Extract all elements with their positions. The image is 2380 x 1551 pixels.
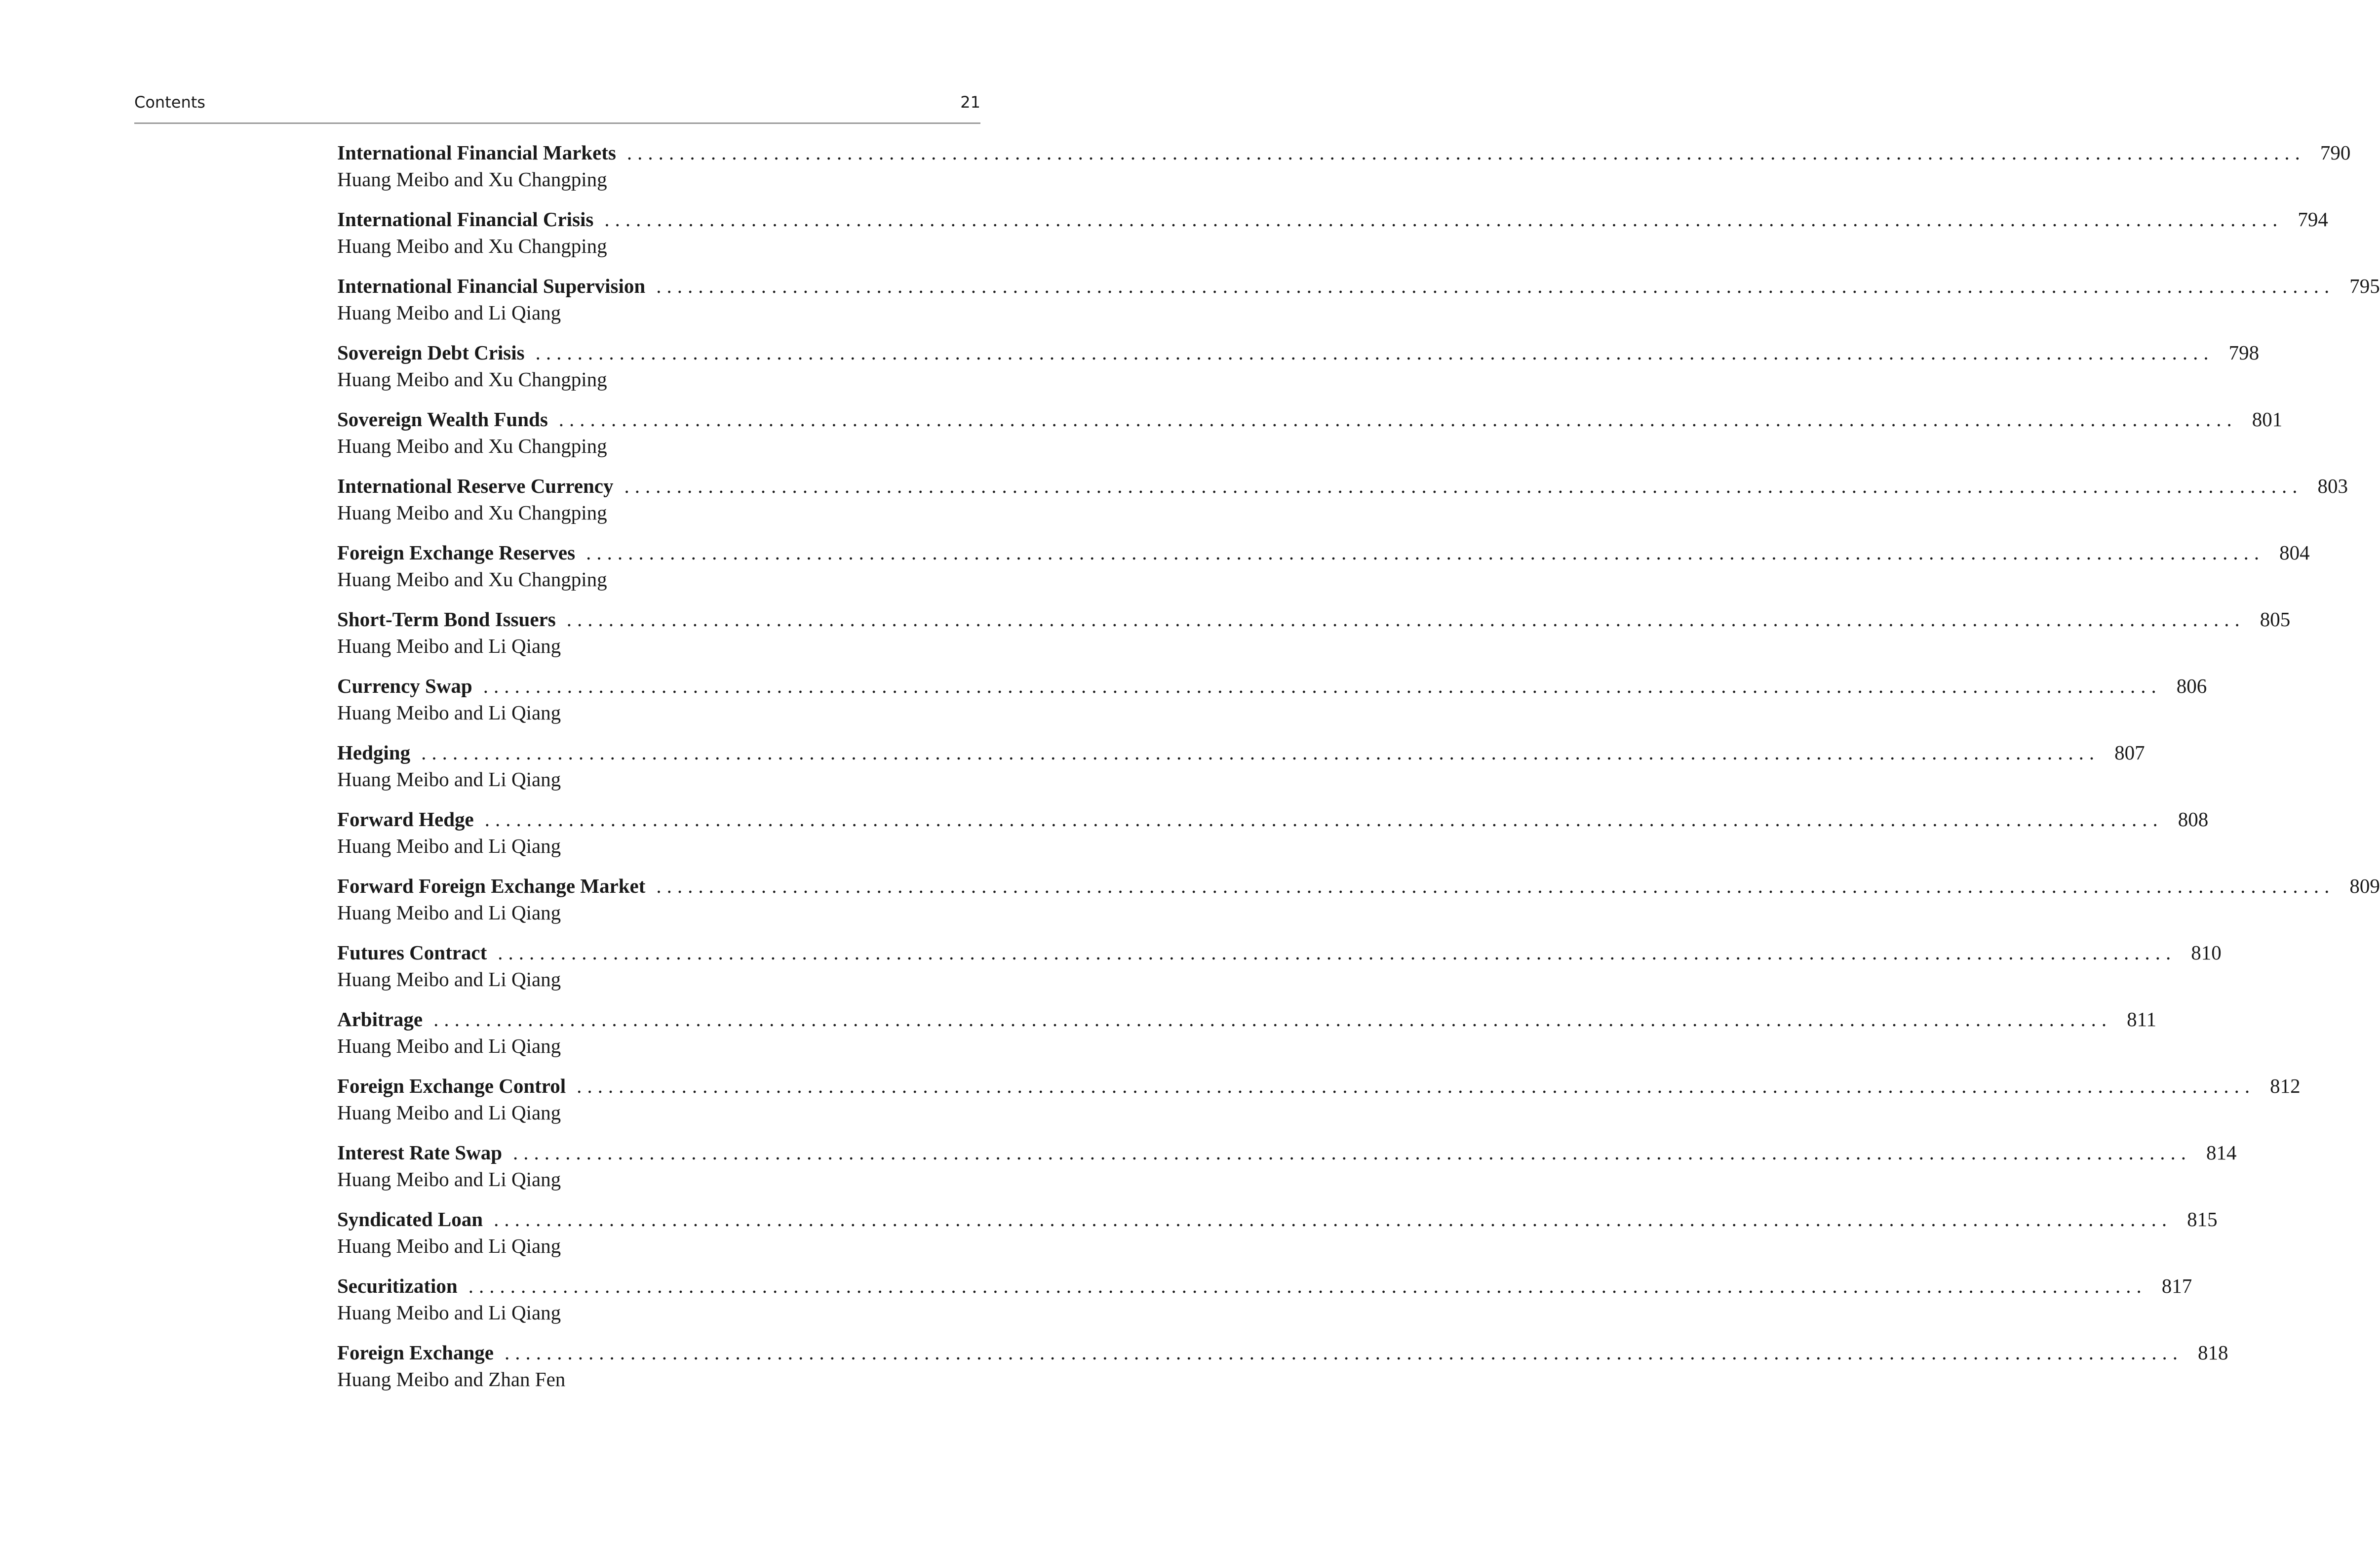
toc-entry-authors: Huang Meibo and Li Qiang bbox=[337, 1234, 561, 1257]
dot-leader: ................................................................................................................................................................ bbox=[505, 1341, 2183, 1364]
dot-leader: ................................................................................................................................................................ bbox=[624, 475, 2303, 497]
table-of-contents bbox=[337, 139, 2380, 1406]
dot-leader: ................................................................................................................................................................ bbox=[558, 408, 2237, 431]
toc-entry-line bbox=[337, 139, 2351, 166]
toc-entry[interactable] bbox=[337, 1339, 2228, 1406]
toc-entry-title[interactable]: Arbitrage bbox=[337, 1008, 423, 1031]
toc-entry-page[interactable]: 812 bbox=[2270, 1074, 2301, 1097]
toc-entry[interactable] bbox=[337, 406, 2283, 473]
toc-entry-title[interactable]: Interest Rate Swap bbox=[337, 1141, 503, 1164]
toc-entry-authors: Huang Meibo and Xu Changping bbox=[337, 501, 607, 524]
toc-entry-title[interactable]: Foreign Exchange bbox=[337, 1341, 494, 1364]
toc-entry-title[interactable]: Sovereign Wealth Funds bbox=[337, 408, 548, 431]
toc-entry-title[interactable]: International Financial Supervision bbox=[337, 275, 646, 297]
toc-entry[interactable] bbox=[337, 273, 2380, 339]
toc-entry-page[interactable]: 817 bbox=[2161, 1274, 2192, 1297]
toc-entry-line bbox=[337, 939, 2222, 966]
toc-entry-page[interactable]: 818 bbox=[2198, 1341, 2228, 1364]
toc-entry-title[interactable]: Currency Swap bbox=[337, 675, 472, 697]
toc-entry-authors: Huang Meibo and Li Qiang bbox=[337, 701, 561, 724]
toc-entry-authors: Huang Meibo and Li Qiang bbox=[337, 968, 561, 991]
toc-entry-line bbox=[337, 606, 2291, 633]
toc-entry[interactable] bbox=[337, 739, 2145, 806]
toc-entry-page[interactable]: 807 bbox=[2114, 741, 2145, 764]
toc-entry[interactable] bbox=[337, 1006, 2157, 1073]
toc-entry-title[interactable]: Sovereign Debt Crisis bbox=[337, 341, 525, 364]
toc-entry-authors: Huang Meibo and Xu Changping bbox=[337, 368, 607, 391]
toc-entry-authors: Huang Meibo and Li Qiang bbox=[337, 1034, 561, 1057]
toc-entry-line bbox=[337, 1139, 2237, 1166]
dot-leader: ................................................................................................................................................................ bbox=[494, 1208, 2173, 1231]
toc-entry-title[interactable]: Short-Term Bond Issuers bbox=[337, 608, 556, 631]
toc-entry[interactable] bbox=[337, 139, 2351, 206]
dot-leader: ................................................................................................................................................................ bbox=[535, 341, 2214, 364]
toc-entry[interactable] bbox=[337, 539, 2310, 606]
toc-entry-line bbox=[337, 1006, 2157, 1033]
toc-entry[interactable] bbox=[337, 473, 2348, 539]
toc-entry[interactable] bbox=[337, 606, 2291, 673]
toc-entry-authors: Huang Meibo and Xu Changping bbox=[337, 568, 607, 591]
dot-leader: ................................................................................................................................................................ bbox=[468, 1274, 2147, 1297]
toc-entry-line bbox=[337, 806, 2209, 833]
toc-entry-title[interactable]: International Financial Markets bbox=[337, 141, 616, 164]
toc-entry-authors: Huang Meibo and Li Qiang bbox=[337, 835, 561, 857]
toc-entry-line bbox=[337, 1073, 2301, 1099]
toc-entry-page[interactable]: 803 bbox=[2317, 475, 2348, 497]
toc-entry-authors: Huang Meibo and Li Qiang bbox=[337, 901, 561, 924]
toc-entry-page[interactable]: 794 bbox=[2298, 208, 2328, 231]
toc-entry-authors: Huang Meibo and Li Qiang bbox=[337, 635, 561, 657]
toc-entry-title[interactable]: Foreign Exchange Reserves bbox=[337, 541, 576, 564]
toc-entry-authors: Huang Meibo and Xu Changping bbox=[337, 235, 607, 257]
toc-entry-title[interactable]: Hedging bbox=[337, 741, 411, 764]
toc-entry[interactable] bbox=[337, 806, 2209, 873]
dot-leader: ................................................................................................................................................................ bbox=[586, 541, 2265, 564]
toc-entry-line bbox=[337, 339, 2260, 366]
toc-entry-line bbox=[337, 273, 2380, 299]
toc-entry[interactable] bbox=[337, 939, 2222, 1006]
toc-entry-page[interactable]: 804 bbox=[2279, 541, 2310, 564]
toc-entry-title[interactable]: Forward Foreign Exchange Market bbox=[337, 875, 646, 897]
dot-leader: ................................................................................................................................................................ bbox=[566, 608, 2245, 631]
toc-entry-line bbox=[337, 206, 2328, 233]
toc-entry-title[interactable]: Syndicated Loan bbox=[337, 1208, 483, 1231]
dot-leader: ................................................................................................................................................................ bbox=[513, 1141, 2192, 1164]
dot-leader: ................................................................................................................................................................ bbox=[483, 675, 2162, 697]
header-section-title: Contents bbox=[134, 93, 205, 112]
toc-entry-line bbox=[337, 1339, 2228, 1366]
toc-entry[interactable] bbox=[337, 1206, 2218, 1273]
toc-entry-line bbox=[337, 1206, 2218, 1233]
dot-leader: ................................................................................................................................................................ bbox=[498, 941, 2177, 964]
toc-entry-authors: Huang Meibo and Zhan Fen bbox=[337, 1368, 566, 1391]
toc-entry-title[interactable]: International Financial Crisis bbox=[337, 208, 594, 231]
running-header bbox=[134, 88, 980, 124]
header-page-number: 21 bbox=[960, 93, 980, 112]
toc-entry-page[interactable]: 809 bbox=[2349, 875, 2380, 897]
dot-leader: ................................................................................................................................................................ bbox=[604, 208, 2283, 231]
toc-entry[interactable] bbox=[337, 1073, 2301, 1139]
toc-entry[interactable] bbox=[337, 339, 2260, 406]
toc-entry-authors: Huang Meibo and Li Qiang bbox=[337, 301, 561, 324]
toc-entry-line bbox=[337, 873, 2380, 899]
toc-entry[interactable] bbox=[337, 673, 2207, 739]
toc-entry-page[interactable]: 798 bbox=[2228, 341, 2260, 364]
toc-entry-page[interactable]: 808 bbox=[2178, 808, 2209, 831]
dot-leader: ................................................................................................................................................................ bbox=[433, 1008, 2112, 1031]
toc-entry-page[interactable]: 790 bbox=[2320, 141, 2351, 164]
toc-entry-page[interactable]: 810 bbox=[2191, 941, 2222, 964]
toc-entry-line bbox=[337, 673, 2207, 699]
toc-entry-authors: Huang Meibo and Li Qiang bbox=[337, 1101, 561, 1124]
dot-leader: ................................................................................................................................................................ bbox=[421, 741, 2100, 764]
toc-entry-page[interactable]: 814 bbox=[2206, 1141, 2237, 1164]
toc-entry-page[interactable]: 806 bbox=[2176, 675, 2207, 697]
dot-leader: ................................................................................................................................................................ bbox=[626, 141, 2305, 164]
toc-entry-title[interactable]: Foreign Exchange Control bbox=[337, 1074, 566, 1097]
toc-entry-page[interactable]: 811 bbox=[2127, 1008, 2157, 1031]
dot-leader: ................................................................................................................................................................ bbox=[484, 808, 2163, 831]
toc-entry-title[interactable]: International Reserve Currency bbox=[337, 475, 614, 497]
toc-entry[interactable] bbox=[337, 873, 2380, 939]
toc-entry-page[interactable]: 801 bbox=[2252, 408, 2283, 431]
toc-entry-line bbox=[337, 1273, 2192, 1299]
toc-entry-authors: Huang Meibo and Li Qiang bbox=[337, 1168, 561, 1191]
dot-leader: ................................................................................................................................................................ bbox=[656, 275, 2335, 297]
toc-entry-line bbox=[337, 739, 2145, 766]
toc-entry-authors: Huang Meibo and Li Qiang bbox=[337, 768, 561, 791]
toc-entry-authors: Huang Meibo and Xu Changping bbox=[337, 168, 607, 191]
toc-entry[interactable] bbox=[337, 1139, 2237, 1206]
toc-entry-line bbox=[337, 406, 2283, 433]
toc-entry-title[interactable]: Forward Hedge bbox=[337, 808, 474, 831]
dot-leader: ................................................................................................................................................................ bbox=[656, 875, 2335, 897]
dot-leader: ................................................................................................................................................................ bbox=[577, 1074, 2256, 1097]
toc-entry[interactable] bbox=[337, 206, 2328, 273]
toc-entry-authors: Huang Meibo and Li Qiang bbox=[337, 1301, 561, 1324]
toc-entry[interactable] bbox=[337, 1273, 2192, 1339]
toc-entry-line bbox=[337, 539, 2310, 566]
toc-entry-line bbox=[337, 473, 2348, 499]
toc-entry-page[interactable]: 805 bbox=[2260, 608, 2291, 631]
toc-entry-authors: Huang Meibo and Xu Changping bbox=[337, 435, 607, 457]
toc-entry-page[interactable]: 815 bbox=[2187, 1208, 2218, 1231]
toc-entry-title[interactable]: Futures Contract bbox=[337, 941, 487, 964]
toc-entry-title[interactable]: Securitization bbox=[337, 1274, 458, 1297]
toc-entry-page[interactable]: 795 bbox=[2349, 275, 2380, 297]
